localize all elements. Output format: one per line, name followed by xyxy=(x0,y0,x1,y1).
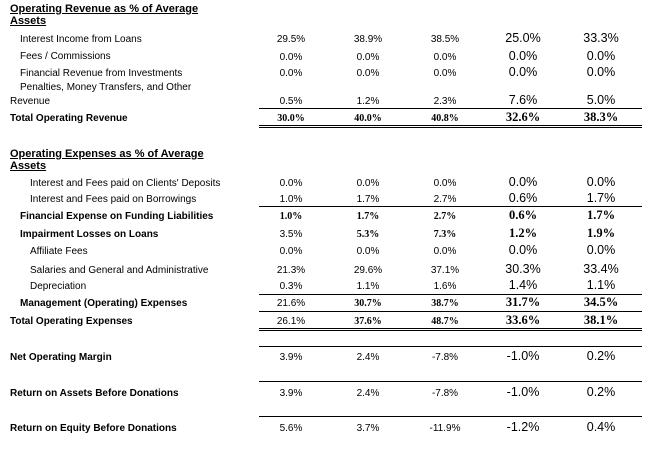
expense-section-heading-cont: Assets xyxy=(10,160,47,172)
value-cell: 5.3% xyxy=(356,229,380,240)
value-cell: 1.2% xyxy=(508,226,538,240)
value-cell: 1.7% xyxy=(356,211,380,222)
expense-section-heading: Operating Expenses as % of Average xyxy=(10,148,204,160)
total-rule-bottom xyxy=(259,127,642,128)
value-cell: 0.0% xyxy=(433,68,457,79)
value-cell: -1.0% xyxy=(506,349,540,363)
subtotal-rule xyxy=(259,206,642,207)
row-label: Return on Assets Before Donations xyxy=(10,388,179,399)
value-cell: 38.3% xyxy=(583,110,619,124)
value-cell: 3.7% xyxy=(356,423,380,434)
value-cell: 2.7% xyxy=(433,194,457,205)
value-cell: 38.5% xyxy=(430,34,460,45)
value-cell: 25.0% xyxy=(505,31,541,45)
value-cell: 0.0% xyxy=(508,65,538,79)
value-cell: 2.4% xyxy=(356,388,380,399)
revenue-section-heading-cont: Assets xyxy=(10,15,47,27)
value-cell: 3.9% xyxy=(279,388,303,399)
revenue-section-heading: Operating Revenue as % of Average xyxy=(10,3,199,15)
value-cell: 2.3% xyxy=(433,96,457,107)
row-label: Return on Equity Before Donations xyxy=(10,423,177,434)
row-label: Management (Operating) Expenses xyxy=(20,298,188,309)
row-label: Interest Income from Loans xyxy=(20,34,142,45)
value-cell: 0.0% xyxy=(356,246,380,257)
row-label: Affiliate Fees xyxy=(30,246,88,257)
value-cell: 1.0% xyxy=(279,194,303,205)
row-label: Impairment Losses on Loans xyxy=(20,229,159,240)
value-cell: 1.0% xyxy=(279,211,303,222)
value-cell: 0.0% xyxy=(356,52,380,63)
row-label: Salaries and General and Administrative xyxy=(30,265,209,276)
value-cell: 1.4% xyxy=(508,278,538,292)
row-label: Financial Revenue from Investments xyxy=(20,68,183,79)
value-cell: 37.1% xyxy=(430,265,460,276)
value-cell: 0.0% xyxy=(508,49,538,63)
value-cell: 0.3% xyxy=(279,281,303,292)
row-label: Financial Expense on Funding Liabilities xyxy=(20,211,214,222)
value-cell: 5.6% xyxy=(279,423,303,434)
row-label: Total Operating Revenue xyxy=(10,113,128,124)
value-cell: 32.6% xyxy=(505,110,541,124)
value-cell: 0.5% xyxy=(279,96,303,107)
value-cell: 0.0% xyxy=(433,178,457,189)
value-cell: 0.0% xyxy=(433,52,457,63)
value-cell: 2.4% xyxy=(356,352,380,363)
row-label: Interest and Fees paid on Borrowings xyxy=(30,194,197,205)
value-cell: 0.0% xyxy=(279,246,303,257)
value-cell: 3.9% xyxy=(279,352,303,363)
value-cell: 26.1% xyxy=(276,316,306,327)
value-cell: 30.3% xyxy=(505,262,541,276)
value-cell: 0.0% xyxy=(279,68,303,79)
value-cell: 0.0% xyxy=(586,175,616,189)
row-label: Total Operating Expenses xyxy=(10,316,133,327)
value-cell: 3.5% xyxy=(279,229,303,240)
value-cell: 5.0% xyxy=(586,93,616,107)
row-label: Fees / Commissions xyxy=(20,51,111,62)
total-rule-top xyxy=(259,125,642,126)
value-cell: 48.7% xyxy=(431,316,459,327)
value-cell: -7.8% xyxy=(431,388,459,399)
row-label: Interest and Fees paid on Clients' Deposits xyxy=(30,178,221,189)
value-cell: 21.6% xyxy=(276,298,306,309)
value-cell: 0.0% xyxy=(508,243,538,257)
value-cell: 0.0% xyxy=(356,178,380,189)
value-cell: 30.0% xyxy=(277,113,305,124)
value-cell: 38.7% xyxy=(431,298,459,309)
value-cell: 2.7% xyxy=(433,211,457,222)
value-cell: 37.6% xyxy=(354,316,382,327)
value-cell: 40.0% xyxy=(354,113,382,124)
value-cell: 0.4% xyxy=(586,420,616,434)
value-cell: 0.2% xyxy=(586,385,616,399)
value-cell: 0.0% xyxy=(279,52,303,63)
subtotal-rule xyxy=(259,311,642,312)
value-cell: 1.6% xyxy=(433,281,457,292)
value-cell: -11.9% xyxy=(429,423,461,434)
summary-rule xyxy=(259,381,642,382)
summary-rule xyxy=(259,346,642,347)
value-cell: 0.0% xyxy=(356,68,380,79)
value-cell: 1.1% xyxy=(586,278,616,292)
value-cell: 0.0% xyxy=(586,243,616,257)
value-cell: 7.6% xyxy=(508,93,538,107)
total-rule-top xyxy=(259,328,642,329)
value-cell: 1.1% xyxy=(356,281,380,292)
summary-rule xyxy=(259,416,642,417)
subtotal-rule xyxy=(259,108,642,109)
value-cell: 7.3% xyxy=(433,229,457,240)
row-label-cont: Revenue xyxy=(10,96,51,107)
value-cell: 0.0% xyxy=(433,246,457,257)
value-cell: 38.9% xyxy=(353,34,383,45)
value-cell: 1.9% xyxy=(586,226,616,240)
value-cell: 21.3% xyxy=(276,265,306,276)
value-cell: 30.7% xyxy=(354,298,382,309)
value-cell: 0.0% xyxy=(279,178,303,189)
value-cell: 40.8% xyxy=(431,113,459,124)
value-cell: 0.2% xyxy=(586,349,616,363)
value-cell: 29.5% xyxy=(276,34,306,45)
value-cell: 1.7% xyxy=(586,191,616,205)
value-cell: 38.1% xyxy=(583,313,619,327)
value-cell: 33.6% xyxy=(505,313,541,327)
value-cell: 0.6% xyxy=(508,191,538,205)
value-cell: 33.3% xyxy=(583,31,619,45)
value-cell: 34.5% xyxy=(583,295,619,309)
row-label: Net Operating Margin xyxy=(10,352,112,363)
value-cell: 1.7% xyxy=(356,194,380,205)
value-cell: 29.6% xyxy=(353,265,383,276)
value-cell: 0.0% xyxy=(508,175,538,189)
value-cell: 0.0% xyxy=(586,65,616,79)
value-cell: -1.0% xyxy=(506,385,540,399)
value-cell: -1.2% xyxy=(506,420,540,434)
value-cell: 1.7% xyxy=(586,208,616,222)
value-cell: 0.6% xyxy=(508,208,538,222)
row-label: Penalties, Money Transfers, and Other xyxy=(20,82,192,93)
value-cell: -7.8% xyxy=(431,352,459,363)
total-rule-bottom xyxy=(259,330,642,331)
row-label: Depreciation xyxy=(30,281,87,292)
value-cell: 0.0% xyxy=(586,49,616,63)
value-cell: 1.2% xyxy=(356,96,380,107)
value-cell: 31.7% xyxy=(505,295,541,309)
value-cell: 33.4% xyxy=(583,262,619,276)
